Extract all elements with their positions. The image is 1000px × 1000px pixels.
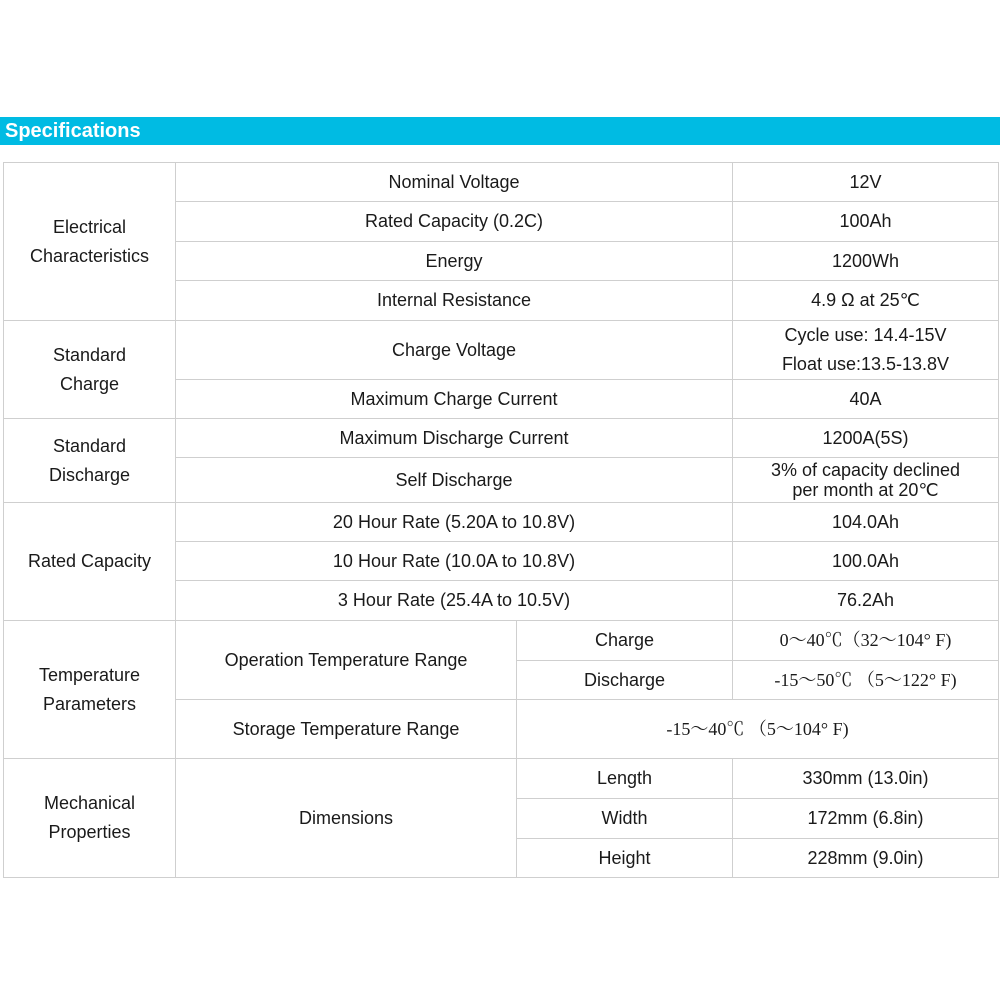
sub-label: Discharge bbox=[517, 661, 733, 700]
table-row bbox=[4, 163, 999, 202]
spec-label: 20 Hour Rate (5.20A to 10.8V) bbox=[176, 503, 733, 542]
category-temperature bbox=[4, 621, 176, 759]
spec-value: 100.0Ah bbox=[733, 542, 999, 581]
spec-label: Energy bbox=[176, 242, 733, 281]
spec-value: 330mm (13.0in) bbox=[733, 759, 999, 799]
spec-label: Internal Resistance bbox=[176, 281, 733, 321]
spec-value: 40A bbox=[733, 380, 999, 419]
value-line: Float use:13.5-13.8V bbox=[781, 354, 950, 374]
sub-label: Charge bbox=[517, 621, 733, 661]
sub-label: Length bbox=[517, 759, 733, 799]
table-row bbox=[4, 503, 999, 542]
category-mechanical bbox=[4, 759, 176, 878]
category-line: Characteristics bbox=[29, 245, 150, 266]
spec-value: -15～40℃ （5～104° F) bbox=[517, 700, 999, 759]
spec-label: Operation Temperature Range bbox=[176, 621, 517, 700]
spec-value: 100Ah bbox=[733, 202, 999, 242]
category-line: Discharge bbox=[48, 464, 131, 485]
spec-label: Rated Capacity (0.2C) bbox=[176, 202, 733, 242]
spec-value: 0～40℃（32～104° F) bbox=[733, 621, 999, 661]
sub-label: Height bbox=[517, 839, 733, 878]
category-line: Properties bbox=[48, 822, 131, 842]
spec-label: Nominal Voltage bbox=[176, 163, 733, 202]
spec-label: Self Discharge bbox=[176, 458, 733, 503]
spec-label: 3 Hour Rate (25.4A to 10.5V) bbox=[176, 581, 733, 621]
spec-value: -15～50℃ （5～122° F) bbox=[733, 661, 999, 700]
table-row bbox=[4, 621, 999, 661]
category-electrical bbox=[4, 163, 176, 321]
category-line: Standard bbox=[52, 435, 127, 456]
sub-label: Width bbox=[517, 799, 733, 839]
spec-value: 104.0Ah bbox=[733, 503, 999, 542]
section-title: Specifications bbox=[5, 120, 141, 142]
category-line: Standard bbox=[52, 344, 127, 365]
spec-value: 12V bbox=[733, 163, 999, 202]
category-line: Mechanical bbox=[43, 793, 136, 813]
section-header-band bbox=[0, 117, 1000, 145]
spec-value: 228mm (9.0in) bbox=[733, 839, 999, 878]
spec-value: 1200A(5S) bbox=[733, 419, 999, 458]
spec-label: Maximum Charge Current bbox=[176, 380, 733, 419]
spec-label: Charge Voltage bbox=[176, 321, 733, 380]
category-line: Parameters bbox=[42, 693, 137, 714]
value-line: per month at 20℃ bbox=[792, 480, 939, 500]
specifications-table bbox=[3, 162, 999, 878]
spec-value: 1200Wh bbox=[733, 242, 999, 281]
value-line: Cycle use: 14.4-15V bbox=[784, 325, 947, 345]
category-line: Charge bbox=[59, 373, 120, 394]
spec-label: 10 Hour Rate (10.0A to 10.8V) bbox=[176, 542, 733, 581]
spec-value: 76.2Ah bbox=[733, 581, 999, 621]
category-standard-charge bbox=[4, 321, 176, 419]
category-line: Temperature bbox=[38, 664, 141, 685]
spec-value: 4.9 Ω at 25℃ bbox=[733, 281, 999, 321]
table-row bbox=[4, 759, 999, 799]
spec-label: Storage Temperature Range bbox=[176, 700, 517, 759]
category-line: Electrical bbox=[52, 216, 127, 237]
spec-label: Maximum Discharge Current bbox=[176, 419, 733, 458]
table-row bbox=[4, 419, 999, 458]
spec-value: 172mm (6.8in) bbox=[733, 799, 999, 839]
spec-label: Dimensions bbox=[176, 759, 517, 878]
spec-value bbox=[733, 458, 999, 503]
category-standard-discharge bbox=[4, 419, 176, 503]
table-row bbox=[4, 321, 999, 380]
category-rated-capacity: Rated Capacity bbox=[4, 503, 176, 621]
value-line: 3% of capacity declined bbox=[770, 460, 961, 480]
spec-value bbox=[733, 321, 999, 380]
